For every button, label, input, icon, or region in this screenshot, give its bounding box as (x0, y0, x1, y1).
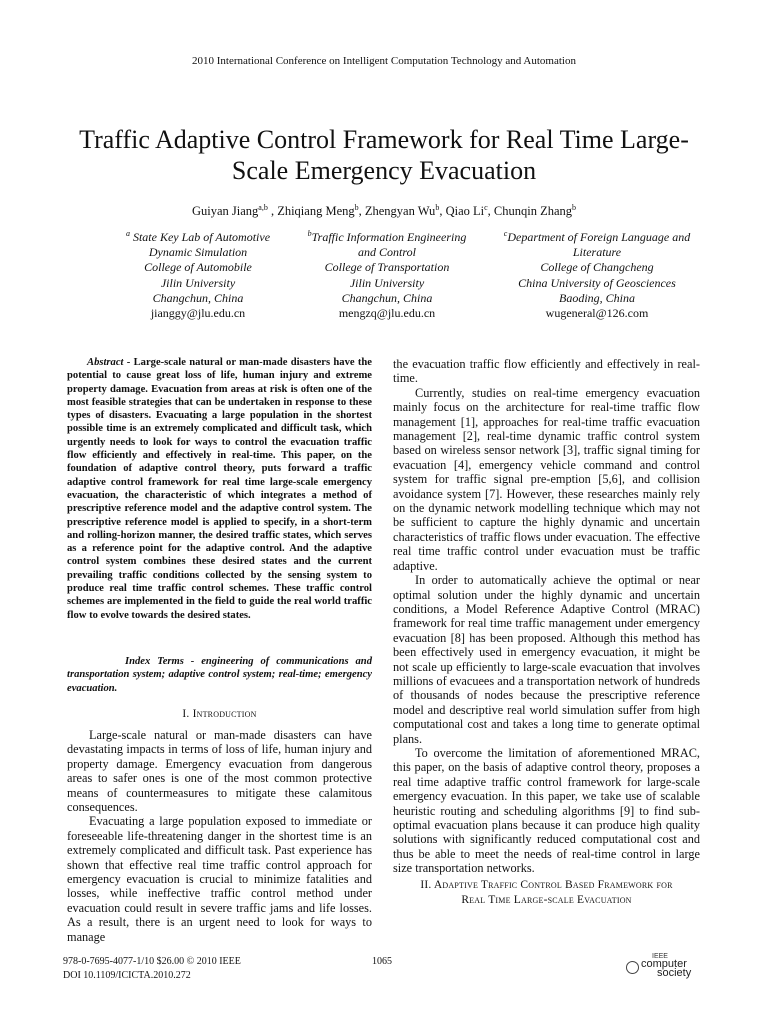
author-name: Guiyan Jiang (191, 204, 259, 219)
author-sup: b (572, 203, 577, 212)
paragraph: Large-scale natural or man-made disasters can have devastating impacts in terms of loss of life, human injury and property damage. Emergency evacuation from dangerous areas to safer ones is one of the most common protective means of countermeasures to mitigate these calamitous consequences. (67, 728, 372, 815)
affiliation-line: Baoding, China (558, 290, 635, 305)
footer-left (63, 955, 241, 983)
paragraph: Currently, studies on real-time emergency evacuation mainly focus on the architecture for real-time traffic flow management [1], approaches for real-time traffic evacuation management [2], real-time dynamic traffic control system based on wireless sensor network [3], traffic signal timing for evacuation [4], emergency vehicle command and control system for traffic signal pre-emption [5,6], and collision avoidance system [7]. However, these researches mainly rely on the dynamic network modelling technique which may not be sufficient to capture the highly dynamic and uncertain characteristics of traffic flows under evacuation. The effective real time traffic control under evacuation must be traffic adaptive. (393, 385, 700, 573)
paragraph: In order to automatically achieve the optimal or near optimal solution under the highly dynamic and uncertain conditions, a Model Reference Adaptive Control (MRAC) framework for real time traffic management under emergency evacuation [8] has been proposed. Although this method has been effectively used in emergency evacuation, it might be not scale up efficiently to large-scale evacuation that involves millions of evacuees and a transportation network of hundreds of thousands of nodes because the prescriptive reference model and descriptive real world simulation suffer from high computational cost and takes a long time to generate optimal plans. (393, 573, 700, 746)
section-heading-line: Real Time Large-scale Evacuation (461, 893, 632, 906)
section-heading-framework (393, 878, 700, 908)
abstract (67, 356, 372, 622)
author-name: Qiao Li (445, 204, 485, 219)
paragraph-continuation: the evacuation traffic flow efficiently and effectively in real-time. (393, 357, 700, 386)
affiliation-line: Literature (572, 245, 622, 260)
author-name: Chunqin Zhang (493, 204, 573, 219)
section-heading-line: II. Adaptive Traffic Control Based Framework for (420, 878, 673, 891)
logo-text-line: society (657, 967, 692, 979)
affiliation-line: College of Automobile (144, 260, 252, 275)
author-separator: , (358, 204, 365, 219)
affiliation-c (492, 226, 702, 321)
title-line-2: Scale Emergency Evacuation (231, 156, 537, 185)
affiliation-line: China University of Geosciences (518, 275, 676, 290)
author-name: Zhengyan Wu (364, 204, 436, 219)
title-line-1: Traffic Adaptive Control Framework for Real Time Large- (79, 125, 689, 154)
affiliation-sup: c (503, 229, 508, 238)
author-sup: b (354, 203, 359, 212)
page-number: 1065 (372, 956, 392, 967)
abstract-text: - Large-scale natural or man-made disasters have the potential to cause great loss of life, human injury and extreme property damage. Evacuation from areas at risk is often one of the most feasible strategies that can be undertaken in response to these types of disasters. Evacuating a large population in the shortest possible time is an extremely complicated and difficult task, which urgently needs to look for ways to control the evacuation traffic flow efficiently and effectively in real-time. This paper, on the foundation of adaptive control theory, puts forward a traffic adaptive control framework for real time large-scale emergency evacuation, the characteristic of which integrates a method of prescriptive reference model and the adaptive control system. The prescriptive reference model is applied to specify, in a short-term and rolling-horizon manner, the desired traffic states, which serves as a reference point for the adaptive control. And the adaptive control system combines these desired states and the current prevailing traffic conditions collected by the sensing system to produce real time traffic control schemes. These traffic control schemes are implemented in the field to guide the real world traffic flow to evolve towards the desired states. (67, 357, 372, 621)
abstract-label: Abstract (87, 357, 124, 368)
affiliation-sup: b (307, 229, 312, 238)
affiliation-line: Jilin University (160, 275, 236, 290)
author-list (0, 203, 768, 219)
affiliation-email[interactable]: wugeneral@126.com (545, 306, 649, 321)
doi-line[interactable]: DOI 10.1109/ICICTA.2010.272 (63, 970, 191, 981)
computer-society-logo (626, 953, 706, 983)
affiliation-email[interactable]: jianggy@jlu.edu.cn (150, 306, 246, 321)
author-separator: , (439, 204, 446, 219)
paper-title (40, 124, 728, 186)
affiliation-line: State Key Lab of Automotive (129, 230, 271, 244)
affiliation-line: College of Transportation (324, 260, 450, 275)
section-heading-introduction: I. Introduction (182, 708, 257, 720)
author-sup: b (435, 203, 440, 212)
affiliation-line: Dynamic Simulation (148, 245, 248, 260)
paragraph: To overcome the limitation of aforementioned MRAC, this paper, on the basis of adaptive control theory, proposes a real time adaptive traffic control framework for large-scale emergency evacuation. In this paper, we take use of scalable heuristic routing and scheduling algorithms [9] to find sub-optimal evacuation plans because it can produce high quality solutions with significantly reduced computational cost and thus be able to meet the needs of real-time control in large size transportation networks. (393, 745, 700, 876)
logo-ieee-text: IEEE (652, 953, 668, 960)
introduction-body (67, 728, 372, 944)
affiliation-line: College of Changcheng (540, 260, 654, 275)
affiliation-line: Jilin University (349, 275, 425, 290)
index-terms: Index Terms - engineering of communications and transportation system; adaptive control system; real-time; emergency evacuation. (67, 656, 372, 694)
right-column (393, 357, 700, 908)
logo-text-line: computer (641, 958, 687, 970)
affiliation-line: Traffic Information Engineering (311, 230, 467, 244)
affiliation-sup: a (125, 229, 130, 238)
isbn-line: 978-0-7695-4077-1/10 $26.00 © 2010 IEEE (63, 956, 241, 967)
author-name: Zhiqiang Meng (277, 204, 355, 219)
author-separator: , (267, 204, 278, 219)
author-sup: a,b (258, 203, 268, 212)
author-separator: , (487, 204, 494, 219)
affiliation-b (282, 226, 492, 321)
left-column (67, 356, 372, 944)
affiliation-a (93, 226, 303, 321)
author-sup: c (484, 203, 488, 212)
affiliation-line: Department of Foreign Language and (507, 230, 691, 244)
conference-header: 2010 International Conference on Intelligent Computation Technology and Automation (192, 55, 576, 67)
affiliation-line: Changchun, China (152, 290, 244, 305)
affiliation-line: Changchun, China (341, 290, 433, 305)
paragraph: Evacuating a large population exposed to immediate or foreseeable life-threatening danger in the shortest time is an extremely complicated and difficult task. Past experience has shown that effective real time traffic control approach for emergency evacuation is crucial to minimize fatalities and losses, while ineffective traffic control method under evacuation could result in severe traffic jams and life losses. As a result, there is an urgent need to look for ways to manage (67, 814, 372, 944)
globe-icon (626, 961, 639, 974)
affiliation-line: and Control (358, 245, 416, 260)
affiliation-email[interactable]: mengzq@jlu.edu.cn (338, 306, 436, 321)
